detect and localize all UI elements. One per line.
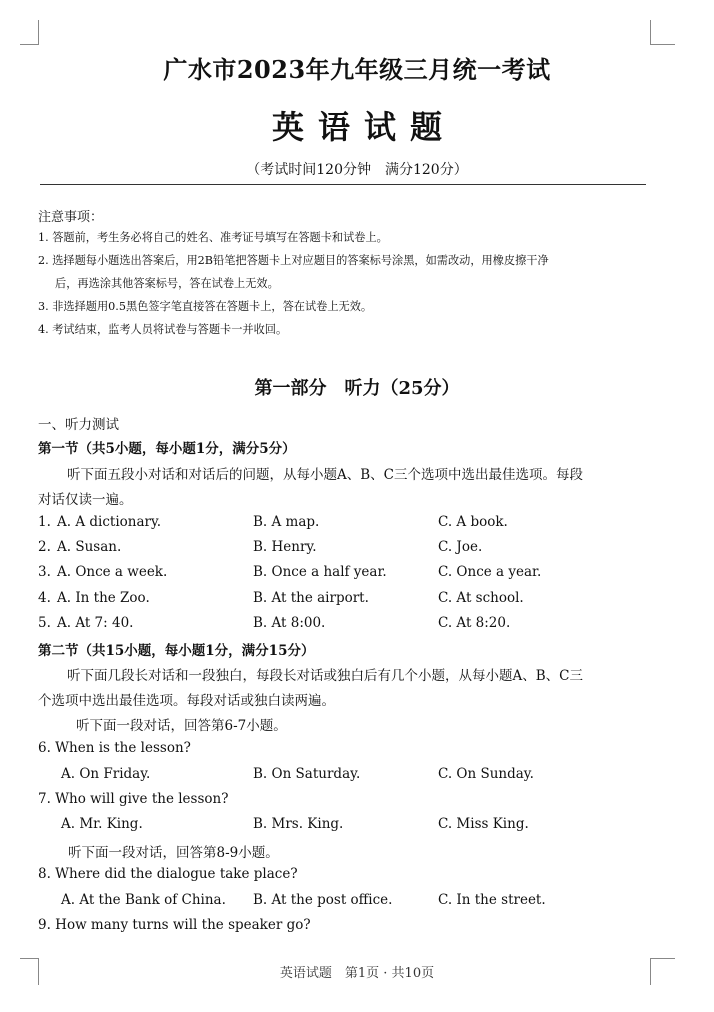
- option-a: A. On Friday.: [61, 766, 151, 782]
- option-c: C. At 8:20.: [438, 615, 511, 631]
- option-c: C. Once a year.: [438, 564, 542, 580]
- section2-heading: 第二节（共15小题，每小题1分，满分15分）: [38, 643, 315, 659]
- subject-title: 英语试题: [271, 108, 456, 146]
- option-a: A. Once a week.: [57, 564, 168, 580]
- option-b: B. On Saturday.: [253, 766, 361, 782]
- question-row: [38, 615, 658, 635]
- option-c: C. On Sunday.: [438, 766, 534, 782]
- option-b: B. A map.: [253, 514, 320, 530]
- dialogue-instruction-2: 听下面一段对话，回答第8-9小题。: [68, 845, 279, 861]
- question-stem-9: 9. How many turns will the speaker go?: [38, 917, 311, 933]
- section2-instruction-line1: 听下面几段长对话和一段独白，每段长对话或独白后有几个小题，从每小题A、B、C三: [67, 668, 583, 684]
- question-number: 3.: [38, 564, 51, 580]
- section1-instruction-line1: 听下面五段小对话和对话后的问题，从每小题A、B、C三个选项中选出最佳选项。每段: [67, 467, 583, 483]
- option-a: A. In the Zoo.: [57, 590, 150, 606]
- question-number: 4.: [38, 590, 51, 606]
- question-stem-7: 7. Who will give the lesson?: [38, 791, 229, 807]
- section2-instruction-line2: 个选项中选出最佳选项。每段对话或独白读两遍。: [38, 693, 335, 709]
- question-number: 2.: [38, 539, 51, 555]
- page-footer: 英语试题 第1页 · 共10页: [279, 966, 435, 981]
- question-row: [38, 564, 658, 584]
- option-a: A. At 7: 40.: [57, 615, 134, 631]
- crop-mark-top-left: [20, 20, 39, 45]
- option-c: C. Miss King.: [438, 816, 529, 832]
- option-b: B. At the post office.: [253, 892, 393, 908]
- option-c: C. In the street.: [438, 892, 546, 908]
- dialogue-instruction-1: 听下面一段对话，回答第6-7小题。: [76, 718, 287, 734]
- part-title: 第一部分 听力（25分）: [254, 378, 460, 399]
- option-b: B. At the airport.: [253, 590, 369, 606]
- question-stem-8: 8. Where did the dialogue take place?: [38, 866, 298, 882]
- option-b: B. Mrs. King.: [253, 816, 344, 832]
- section1-instruction-line2: 对话仅读一遍。: [38, 492, 133, 508]
- question-stem-6: 6. When is the lesson?: [38, 740, 191, 756]
- notice-item-1: 1. 答题前，考生务必将自己的姓名、准考证号填写在答题卡和试卷上。: [38, 231, 388, 244]
- exam-title: 广水市2023年九年级三月统一考试: [163, 55, 551, 84]
- option-b: B. Henry.: [253, 539, 317, 555]
- option-a: A. Susan.: [57, 539, 122, 555]
- question-number: 1.: [38, 514, 51, 530]
- question-row: [38, 590, 658, 610]
- option-c: C. Joe.: [438, 539, 483, 555]
- notice-item-3: 3. 非选择题用0.5黑色签字笔直接答在答题卡上，答在试卷上无效。: [38, 300, 373, 313]
- option-c: C. A book.: [438, 514, 508, 530]
- question-number: 5.: [38, 615, 51, 631]
- exam-info: （考试时间120分钟 满分120分）: [246, 162, 468, 178]
- question-row: [38, 539, 658, 559]
- crop-mark-top-right: [650, 20, 675, 45]
- header-divider: [40, 184, 646, 185]
- option-a: A. Mr. King.: [61, 816, 143, 832]
- notice-item-4: 4. 考试结束，监考人员将试卷与答题卡一并收回。: [38, 323, 288, 336]
- notice-item-2-continued: 后，再选涂其他答案标号，答在试卷上无效。: [55, 277, 279, 290]
- option-c: C. At school.: [438, 590, 524, 606]
- question-row: [38, 514, 658, 534]
- option-b: B. Once a half year.: [253, 564, 387, 580]
- option-a: A. A dictionary.: [57, 514, 162, 530]
- question-row: [38, 816, 658, 836]
- option-a: A. At the Bank of China.: [61, 892, 226, 908]
- question-row: [38, 766, 658, 786]
- section-heading: 一、听力测试: [38, 417, 119, 433]
- section1-heading: 第一节（共5小题，每小题1分，满分5分）: [38, 441, 296, 457]
- option-b: B. At 8:00.: [253, 615, 326, 631]
- notice-title: 注意事项：: [38, 210, 104, 225]
- notice-item-2: 2. 选择题每小题选出答案后，用2B铅笔把答题卡上对应题目的答案标号涂黑，如需改动，用橡皮擦干净: [38, 254, 549, 267]
- question-row: [38, 892, 658, 912]
